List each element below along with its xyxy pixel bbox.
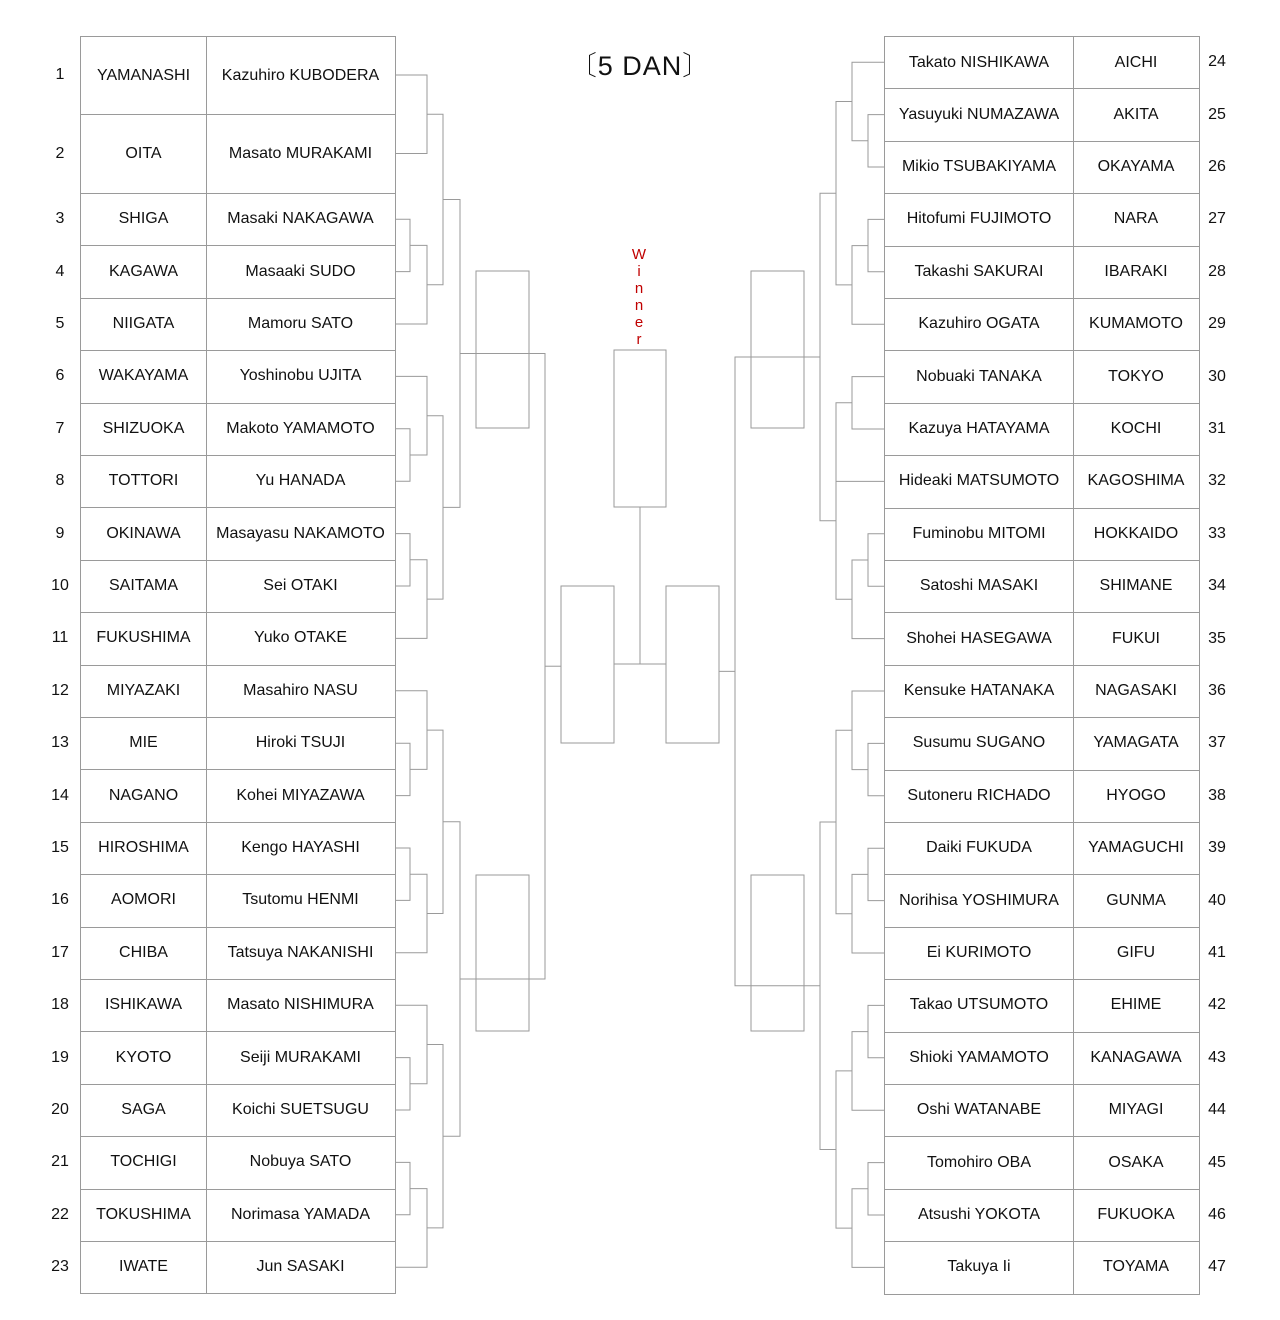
player-name-cell: Masahiro NASU — [206, 665, 396, 718]
entry-number: 21 — [51, 1153, 69, 1171]
bracket-line — [395, 75, 427, 154]
player-name-cell: Nobuya SATO — [206, 1136, 396, 1189]
score-box — [751, 271, 804, 428]
entry-number: 11 — [51, 629, 69, 647]
player-name-cell: Hideaki MATSUMOTO — [884, 455, 1074, 508]
bracket-line — [395, 376, 427, 455]
entry-number: 33 — [1208, 524, 1226, 542]
entry-number: 41 — [1208, 943, 1226, 961]
entry-number: 39 — [1208, 839, 1226, 857]
prefecture-cell: HOKKAIDO — [1073, 508, 1200, 561]
entry-number: 44 — [1208, 1101, 1226, 1119]
player-name-cell: Sutoneru RICHADO — [884, 770, 1074, 823]
bracket-line — [836, 102, 852, 285]
prefecture-cell: NARA — [1073, 193, 1200, 246]
player-name-cell: Shohei HASEGAWA — [884, 612, 1074, 665]
entry-number: 30 — [1208, 367, 1226, 385]
score-box — [561, 586, 614, 743]
prefecture-cell: GUNMA — [1073, 874, 1200, 927]
prefecture-cell: OKAYAMA — [1073, 141, 1200, 194]
entry-number: 2 — [55, 144, 65, 162]
prefecture-cell: HYOGO — [1073, 770, 1200, 823]
score-box — [476, 875, 529, 1031]
player-name-cell: Hiroki TSUJI — [206, 717, 396, 770]
player-name-cell: Yuko OTAKE — [206, 612, 396, 665]
entry-number: 17 — [51, 943, 69, 961]
entry-number: 20 — [51, 1100, 69, 1118]
entry-number: 47 — [1208, 1258, 1226, 1276]
entry-number: 32 — [1208, 472, 1226, 490]
entry-number: 13 — [51, 734, 69, 752]
prefecture-cell: NAGASAKI — [1073, 665, 1200, 718]
player-name-cell: Masayasu NAKAMOTO — [206, 507, 396, 560]
score-box — [666, 586, 719, 743]
bracket-line — [395, 691, 427, 770]
player-name-cell: Makoto YAMAMOTO — [206, 403, 396, 456]
player-name-cell: Kazuya HATAYAMA — [884, 403, 1074, 456]
player-name-cell: Kazuhiro OGATA — [884, 298, 1074, 351]
bracket-line — [395, 1058, 410, 1110]
prefecture-cell: KYOTO — [80, 1031, 207, 1084]
entry-number: 37 — [1208, 734, 1226, 752]
winner-label: W i n n e r — [631, 246, 647, 348]
player-name-cell: Kazuhiro KUBODERA — [206, 36, 396, 115]
player-name-cell: Norihisa YOSHIMURA — [884, 874, 1074, 927]
bracket-line — [395, 245, 427, 324]
player-name-cell: Takuya Ii — [884, 1241, 1074, 1294]
player-name-cell: Atsushi YOKOTA — [884, 1189, 1074, 1242]
prefecture-cell: NIIGATA — [80, 298, 207, 351]
prefecture-cell: YAMAGATA — [1073, 717, 1200, 770]
prefecture-cell: FUKUOKA — [1073, 1189, 1200, 1242]
prefecture-cell: TOCHIGI — [80, 1136, 207, 1189]
prefecture-cell: AOMORI — [80, 874, 207, 927]
player-name-cell: Mikio TSUBAKIYAMA — [884, 141, 1074, 194]
player-name-cell: Takato NISHIKAWA — [884, 36, 1074, 89]
bracket-line — [427, 730, 443, 913]
player-name-cell: Masaaki SUDO — [206, 245, 396, 298]
bracket-line — [735, 357, 820, 986]
player-name-cell: Seiji MURAKAMI — [206, 1031, 396, 1084]
player-name-cell: Susumu SUGANO — [884, 717, 1074, 770]
bracket-line — [460, 353, 545, 979]
prefecture-cell: MIYAGI — [1073, 1084, 1200, 1137]
entry-number: 18 — [51, 996, 69, 1014]
player-name-cell: Tomohiro OBA — [884, 1136, 1074, 1189]
player-name-cell: Masaki NAKAGAWA — [206, 193, 396, 246]
prefecture-cell: EHIME — [1073, 979, 1200, 1032]
player-name-cell: Sei OTAKI — [206, 560, 396, 613]
entry-number: 23 — [51, 1258, 69, 1276]
prefecture-cell: OITA — [80, 114, 207, 194]
entry-number: 24 — [1208, 53, 1226, 71]
bracket-line — [427, 1045, 443, 1228]
bracket-line — [868, 743, 885, 795]
player-name-cell: Koichi SUETSUGU — [206, 1084, 396, 1137]
page-title: 〔5 DAN〕 — [569, 51, 711, 81]
player-name-cell: Hitofumi FUJIMOTO — [884, 193, 1074, 246]
entry-number: 28 — [1208, 262, 1226, 280]
score-box — [751, 875, 804, 1031]
entry-number: 26 — [1208, 157, 1226, 175]
bracket-line — [395, 219, 410, 271]
entry-number: 10 — [51, 576, 69, 594]
bracket-line — [395, 1005, 427, 1084]
prefecture-cell: KANAGAWA — [1073, 1032, 1200, 1085]
bracket-line — [868, 115, 885, 167]
entry-number: 45 — [1208, 1153, 1226, 1171]
player-name-cell: Kengo HAYASHI — [206, 822, 396, 875]
player-name-cell: Masato NISHIMURA — [206, 979, 396, 1032]
player-name-cell: Yu HANADA — [206, 455, 396, 508]
prefecture-cell: FUKUI — [1073, 612, 1200, 665]
player-name-cell: Kensuke HATANAKA — [884, 665, 1074, 718]
entry-number: 43 — [1208, 1048, 1226, 1066]
player-name-cell: Fuminobu MITOMI — [884, 508, 1074, 561]
prefecture-cell: OSAKA — [1073, 1136, 1200, 1189]
prefecture-cell: TOTTORI — [80, 455, 207, 508]
prefecture-cell: MIE — [80, 717, 207, 770]
bracket-line — [836, 403, 885, 482]
prefecture-cell: SHIMANE — [1073, 560, 1200, 613]
player-name-cell: Yoshinobu UJITA — [206, 350, 396, 403]
entry-number: 35 — [1208, 629, 1226, 647]
entry-number: 4 — [55, 262, 65, 280]
bracket-line — [395, 560, 427, 639]
player-name-cell: Nobuaki TANAKA — [884, 350, 1074, 403]
bracket-line — [427, 114, 443, 284]
prefecture-cell: OKINAWA — [80, 507, 207, 560]
prefecture-cell: FUKUSHIMA — [80, 612, 207, 665]
bracket-line — [395, 848, 410, 900]
bracket-line — [868, 848, 885, 900]
prefecture-cell: AKITA — [1073, 88, 1200, 141]
player-name-cell: Satoshi MASAKI — [884, 560, 1074, 613]
prefecture-cell: TOKUSHIMA — [80, 1189, 207, 1242]
entry-number: 46 — [1208, 1205, 1226, 1223]
entry-number: 27 — [1208, 210, 1226, 228]
entry-number: 6 — [55, 367, 65, 385]
entry-number: 42 — [1208, 996, 1226, 1014]
prefecture-cell: KOCHI — [1073, 403, 1200, 456]
prefecture-cell: HIROSHIMA — [80, 822, 207, 875]
player-name-cell: Oshi WATANABE — [884, 1084, 1074, 1137]
entry-number: 36 — [1208, 681, 1226, 699]
prefecture-cell: WAKAYAMA — [80, 350, 207, 403]
player-name-cell: Tatsuya NAKANISHI — [206, 927, 396, 980]
entry-number: 40 — [1208, 891, 1226, 909]
prefecture-cell: KAGOSHIMA — [1073, 455, 1200, 508]
entry-number: 5 — [55, 314, 65, 332]
bracket-line — [820, 193, 836, 521]
entry-number: 25 — [1208, 105, 1226, 123]
entry-number: 3 — [55, 210, 65, 228]
player-name-cell: Masato MURAKAMI — [206, 114, 396, 194]
prefecture-cell: AICHI — [1073, 36, 1200, 89]
bracket-line — [395, 534, 410, 586]
bracket-line — [852, 377, 885, 429]
prefecture-cell: KUMAMOTO — [1073, 298, 1200, 351]
entry-number: 16 — [51, 891, 69, 909]
player-name-cell: Shioki YAMAMOTO — [884, 1032, 1074, 1085]
prefecture-cell: GIFU — [1073, 927, 1200, 980]
entry-number: 34 — [1208, 577, 1226, 595]
bracket-line — [868, 1163, 885, 1215]
player-name-cell: Ei KURIMOTO — [884, 927, 1074, 980]
bracket-line — [427, 416, 443, 599]
bracket-line — [395, 429, 410, 481]
prefecture-cell: TOKYO — [1073, 350, 1200, 403]
bracket-line — [395, 874, 427, 953]
bracket-line — [836, 1071, 852, 1228]
entry-number: 7 — [55, 419, 65, 437]
prefecture-cell: SAITAMA — [80, 560, 207, 613]
prefecture-cell: ISHIKAWA — [80, 979, 207, 1032]
bracket-line — [836, 730, 852, 913]
prefecture-cell: CHIBA — [80, 927, 207, 980]
entry-number: 9 — [55, 524, 65, 542]
entry-number: 38 — [1208, 786, 1226, 804]
prefecture-cell: YAMANASHI — [80, 36, 207, 115]
player-name-cell: Takao UTSUMOTO — [884, 979, 1074, 1032]
prefecture-cell: IBARAKI — [1073, 246, 1200, 299]
bracket-line — [395, 1189, 427, 1268]
entry-number: 1 — [55, 66, 65, 83]
bracket-line — [443, 199, 460, 507]
entry-number: 29 — [1208, 315, 1226, 333]
entry-number: 19 — [51, 1048, 69, 1066]
entry-number: 15 — [51, 838, 69, 856]
player-name-cell: Mamoru SATO — [206, 298, 396, 351]
prefecture-cell: SAGA — [80, 1084, 207, 1137]
player-name-cell: Takashi SAKURAI — [884, 246, 1074, 299]
prefecture-cell: KAGAWA — [80, 245, 207, 298]
prefecture-cell: YAMAGUCHI — [1073, 822, 1200, 875]
entry-number: 31 — [1208, 419, 1226, 437]
bracket-line — [443, 822, 460, 1136]
prefecture-cell: SHIZUOKA — [80, 403, 207, 456]
prefecture-cell: NAGANO — [80, 769, 207, 822]
prefecture-cell: TOYAMA — [1073, 1241, 1200, 1294]
player-name-cell: Kohei MIYAZAWA — [206, 769, 396, 822]
score-box — [476, 271, 529, 428]
prefecture-cell: IWATE — [80, 1241, 207, 1294]
winner-box — [614, 350, 666, 507]
entry-number: 14 — [51, 786, 69, 804]
bracket-line — [820, 822, 836, 1150]
bracket-line — [836, 442, 852, 599]
entry-number: 8 — [55, 472, 65, 490]
player-name-cell: Tsutomu HENMI — [206, 874, 396, 927]
bracket-line — [868, 219, 885, 271]
bracket-line — [868, 1005, 885, 1057]
prefecture-cell: SHIGA — [80, 193, 207, 246]
entry-number: 22 — [51, 1205, 69, 1223]
entry-number: 12 — [51, 681, 69, 699]
player-name-cell: Daiki FUKUDA — [884, 822, 1074, 875]
prefecture-cell: MIYAZAKI — [80, 665, 207, 718]
bracket-line — [395, 1162, 410, 1214]
bracket-line — [395, 743, 410, 795]
bracket-line — [868, 534, 885, 586]
player-name-cell: Norimasa YAMADA — [206, 1189, 396, 1242]
player-name-cell: Jun SASAKI — [206, 1241, 396, 1294]
player-name-cell: Yasuyuki NUMAZAWA — [884, 88, 1074, 141]
